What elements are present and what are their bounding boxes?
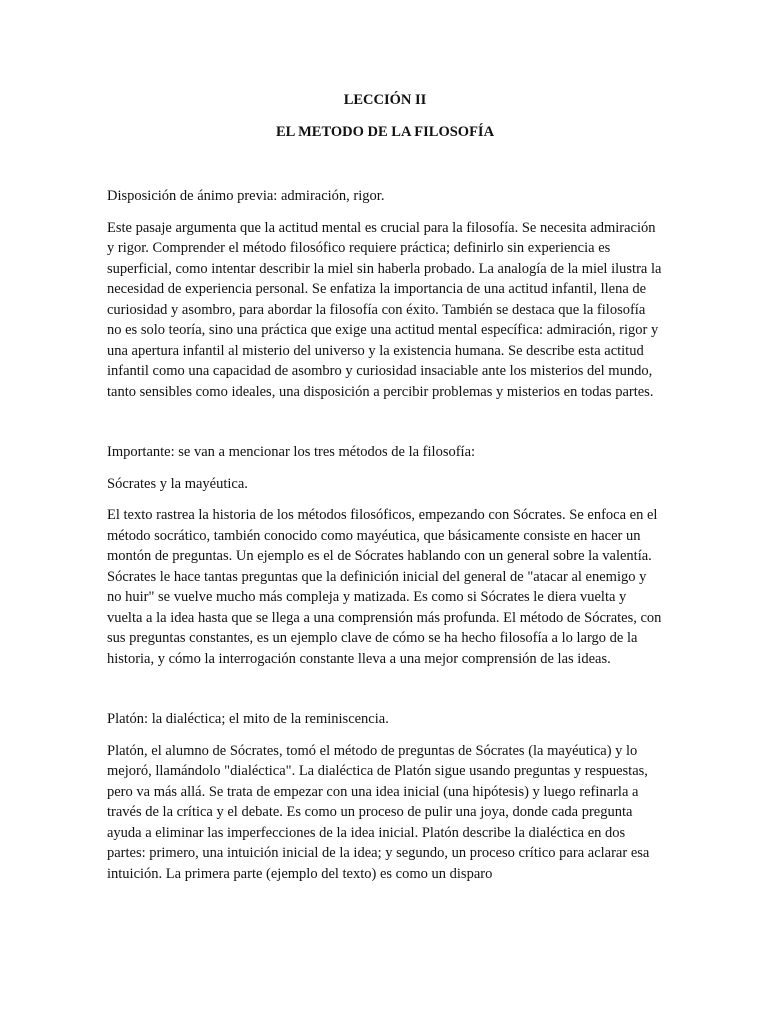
- paragraph-disposition-heading: Disposición de ánimo previa: admiración, rigor.: [107, 188, 385, 204]
- paragraph-plato-body: Platón, el alumno de Sócrates, tomó el método de preguntas de Sócrates (la mayéutica) y lo mejoró, llamándolo "dialéctica". La dialéctica de Platón sigue usando preguntas y respuestas, pero va más allá. Se trata de empezar con una idea inicial (una hipótesis) y luego refinarla a través de la crítica y el debate. Es como un proceso de pulir una joya, donde cada pregunta ayuda a eliminar las imperfecciones de la idea inicial. Platón describe la dialéctica en dos partes: primero, una intuición inicial de la idea; y segundo, un proceso crítico para aclarar esa intuición. La primera parte (ejemplo del texto) es como un disparo: [107, 742, 650, 882]
- paragraph-important-note: Importante: se van a mencionar los tres métodos de la filosofía:: [107, 444, 476, 460]
- paragraph-socrates-heading: Sócrates y la mayéutica.: [107, 475, 248, 492]
- paragraph-plato-heading: Platón: la dialéctica; el mito de la reminiscencia.: [107, 711, 389, 727]
- document-body: [107, 90, 663, 895]
- lesson-title: LECCIÓN II: [343, 92, 427, 108]
- paragraph-socrates-body: El texto rastrea la historia de los métodos filosóficos, empezando con Sócrates. Se enfoca en el método socrático, también conocido como mayéutica, que básicamente consiste en hacer un montón de preguntas. Un ejemplo es el de Sócrates hablando con un general sobre la valentía. Sócrates le hace tantas preguntas que la definición inicial del general de "atacar al enemigo y no huir" se vuelve mucho más compleja y matizada. Es como si Sócrates le diera vuelta y vuelta a la idea hasta que se llega a una comprensión más profunda. El método de Sócrates, con sus preguntas constantes, es un ejemplo clave de cómo se ha hecho filosofía a lo largo de la historia, y cómo la interrogación constante lleva a una mejor comprensión de las ideas.: [107, 507, 662, 667]
- lesson-subtitle: EL METODO DE LA FILOSOFÍA: [275, 124, 495, 140]
- paragraph-disposition-body: Este pasaje argumenta que la actitud mental es crucial para la filosofía. Se necesita admiración y rigor. Comprender el método filosófico requiere práctica; definirlo sin experiencia es superficial, como intentar describir la miel sin haberla probado. La analogía de la miel ilustra la necesidad de experiencia personal. Se enfatiza la importancia de una actitud infantil, llena de curiosidad y asombro, para abordar la filosofía con éxito. También se destaca que la filosofía no es solo teoría, sino una práctica que exige una actitud mental específica: admiración, rigor y una apertura infantil al misterio del universo y la existencia humana. Se describe esta actitud infantil como una capacidad de asombro y curiosidad insaciable ante los misterios del mundo, tanto sensibles como ideales, una disposición a percibir problemas y misterios en todas partes.: [107, 219, 662, 400]
